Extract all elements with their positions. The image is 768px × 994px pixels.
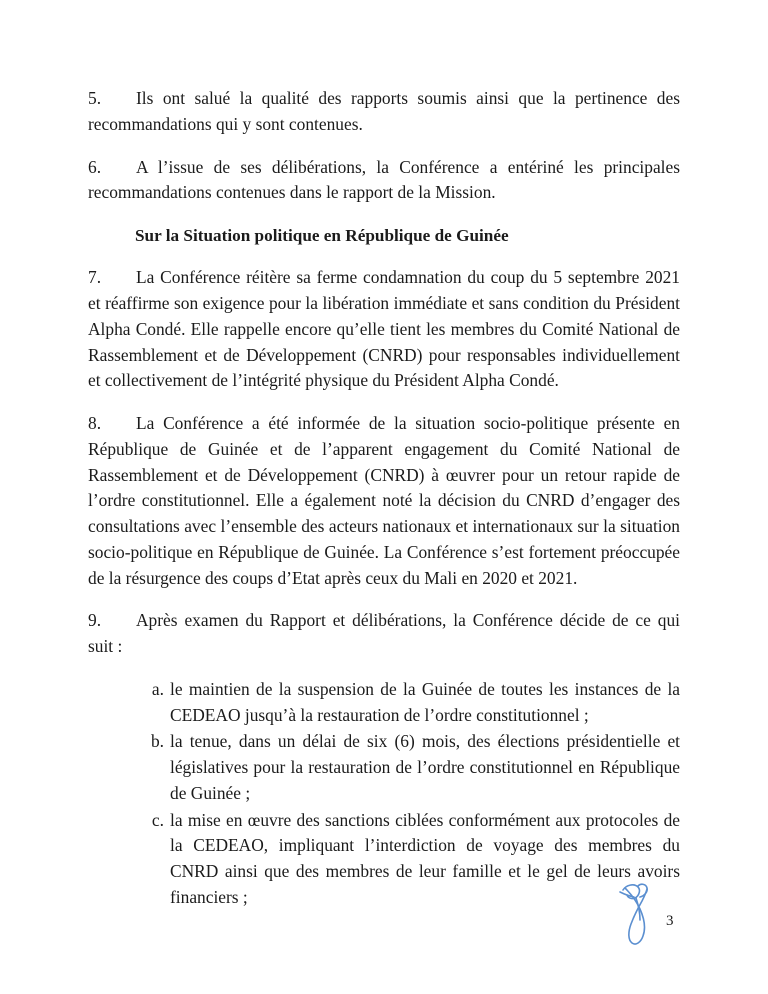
list-item: [140, 677, 680, 729]
list-item-text: la tenue, dans un délai de six (6) mois, des élections présidentielle et législatives pour la restauration de l’ordre constitutionnel en République de Guinée ;: [170, 731, 680, 803]
paragraph-text: A l’issue de ses délibérations, la Conférence a entériné les principales recommandations contenues dans le rapport de la Mission.: [88, 156, 680, 203]
document-body: [88, 86, 680, 912]
paragraph-number: 9.: [88, 610, 102, 631]
paragraph-8: [88, 411, 680, 591]
list-item: [140, 808, 680, 911]
handwritten-signature-mark: [612, 878, 672, 950]
paragraph-9: [88, 608, 680, 660]
paragraph-number: 8.: [88, 413, 102, 434]
paragraph-text: La Conférence a été informée de la situation socio-politique présente en République de Guinée et de l’apparent engagement du Comité National de Rassemblement et de Développement (CNRD) à œuvrer pour un retour rapide de l’ordre constitutionnel. Elle a également noté la décision du CNRD d’engager des consultations avec l’ensemble des acteurs nationaux et internationaux sur la situation socio-politique en République de Guinée. La Conférence s’est fortement préoccupée de la résurgence des coups d’Etat après ceux du Mali en 2020 et 2021.: [88, 413, 680, 588]
section-heading: Sur la Situation politique en République de Guinée: [135, 226, 509, 245]
page-number: 3: [666, 913, 674, 929]
paragraph-6: [88, 155, 680, 207]
list-item-text: le maintien de la suspension de la Guinée de toutes les instances de la CEDEAO jusqu’à la restauration de l’ordre constitutionnel ;: [170, 678, 680, 725]
paragraph-number: 6.: [88, 156, 102, 177]
paragraph-text: Ils ont salué la qualité des rapports soumis ainsi que la pertinence des recommandations qui y sont contenues.: [88, 88, 680, 134]
list-marker: b.: [150, 731, 164, 752]
paragraph-text: La Conférence réitère sa ferme condamnation du coup du 5 septembre 2021 et réaffirme son exigence pour la libération immédiate et sans condition du Président Alpha Condé. Elle rappelle encore qu’elle tient les membres du Comité National de Rassemblement et de Développement (CNRD) pour responsables individuellement et collectivement de l’intégrité physique du Président Alpha Condé.: [88, 267, 680, 391]
list-item: [140, 729, 680, 806]
paragraph-number: 5.: [88, 88, 102, 108]
list-marker: a.: [151, 678, 164, 699]
paragraph-5: [88, 86, 680, 138]
list-marker: c.: [151, 809, 164, 830]
list-item-text: la mise en œuvre des sanctions ciblées conformément aux protocoles de la CEDEAO, impliquant l’interdiction de voyage des membres du CNRD ainsi que des membres de leur famille et le gel de leurs avoirs financiers ;: [170, 809, 680, 907]
paragraph-number: 7.: [88, 267, 102, 288]
paragraph-text: Après examen du Rapport et délibérations, la Conférence décide de ce qui suit :: [88, 610, 680, 657]
decisions-list: [88, 677, 680, 911]
paragraph-7: [88, 265, 680, 394]
signature-icon: [612, 878, 672, 950]
